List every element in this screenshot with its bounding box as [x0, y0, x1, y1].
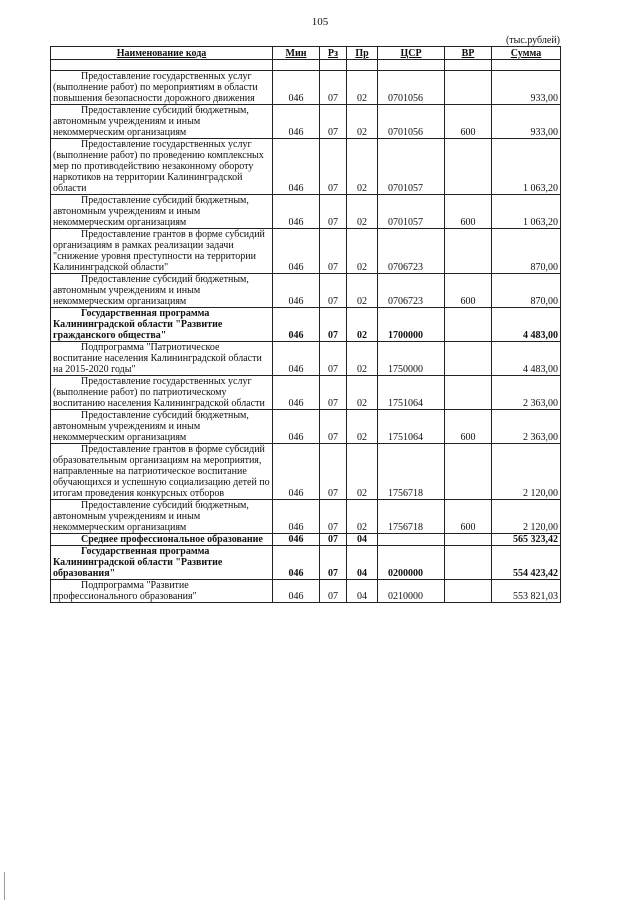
cell-sum: 2 120,00: [492, 444, 561, 500]
cell-min: 046: [273, 546, 320, 580]
cell-csr: [378, 534, 445, 546]
table-row: [51, 308, 561, 342]
cell-min: 046: [273, 500, 320, 534]
cell-pr: 02: [347, 444, 378, 500]
cell-name: [51, 376, 273, 410]
cell-vr: [445, 376, 492, 410]
cell-csr: 1756718: [378, 500, 445, 534]
table-row: [51, 229, 561, 274]
cell-csr: 0701057: [378, 195, 445, 229]
cell-vr: [445, 342, 492, 376]
cell-pr: 04: [347, 534, 378, 546]
cell-rz: 07: [320, 546, 347, 580]
cell-vr: [445, 534, 492, 546]
cell-name: [51, 308, 273, 342]
table-row: [51, 342, 561, 376]
cell-pr: 02: [347, 274, 378, 308]
cell-name-text: Подпрограмма "Патриотическое воспитание населения Калининградской области на 2015-2020 годы": [53, 342, 262, 375]
cell-name: [51, 71, 273, 105]
cell-pr: 02: [347, 71, 378, 105]
col-header-sum: Сумма: [492, 47, 561, 60]
cell-vr: [445, 444, 492, 500]
cell-vr: [445, 139, 492, 195]
cell-name-text: Предоставление государственных услуг (выполнение работ) по патриотическому воспитанию населения Калининградской области: [53, 376, 265, 409]
cell-sum: 4 483,00: [492, 308, 561, 342]
cell-sum: 933,00: [492, 105, 561, 139]
cell-rz: 07: [320, 580, 347, 603]
cell-min: 046: [273, 444, 320, 500]
cell-name-text: Государственная программа Калининградской области "Развитие образования": [53, 546, 223, 579]
header-spacer-row: [51, 60, 561, 71]
cell-sum: 2 120,00: [492, 500, 561, 534]
cell-min: 046: [273, 410, 320, 444]
table-row: [51, 546, 561, 580]
cell-csr: 1750000: [378, 342, 445, 376]
cell-name: [51, 546, 273, 580]
cell-rz: 07: [320, 500, 347, 534]
cell-sum: 1 063,20: [492, 139, 561, 195]
cell-name: [51, 105, 273, 139]
cell-name: [51, 580, 273, 603]
cell-min: 046: [273, 229, 320, 274]
cell-name-text: Предоставление государственных услуг (выполнение работ) по проведению комплексных мер по противодействию незаконному обороту наркотиков на территории Калининградской области: [53, 139, 264, 194]
col-header-pr: Пр: [347, 47, 378, 60]
cell-min: 046: [273, 195, 320, 229]
cell-vr: 600: [445, 500, 492, 534]
cell-name: [51, 534, 273, 546]
col-header-min: Мин: [273, 47, 320, 60]
cell-rz: 07: [320, 534, 347, 546]
cell-name: [51, 229, 273, 274]
cell-pr: 02: [347, 500, 378, 534]
cell-name-text: Предоставление субсидий бюджетным, автономным учреждениям и иным некоммерческим организациям: [53, 500, 249, 533]
cell-min: 046: [273, 105, 320, 139]
cell-name: [51, 444, 273, 500]
cell-rz: 07: [320, 105, 347, 139]
cell-rz: 07: [320, 195, 347, 229]
cell-min: 046: [273, 274, 320, 308]
cell-name-text: Среднее профессиональное образование: [81, 534, 263, 545]
cell-vr: 600: [445, 195, 492, 229]
unit-note: (тыс.рублей): [505, 35, 560, 46]
cell-min: 046: [273, 376, 320, 410]
table-row: [51, 376, 561, 410]
cell-name-text: Государственная программа Калининградской области "Развитие гражданского общества": [53, 308, 223, 341]
cell-pr: 02: [347, 376, 378, 410]
table-body: [51, 71, 561, 603]
cell-csr: 0701056: [378, 71, 445, 105]
cell-csr: 0701056: [378, 105, 445, 139]
cell-sum: 554 423,42: [492, 546, 561, 580]
table-row: [51, 410, 561, 444]
table-row: [51, 274, 561, 308]
cell-name-text: Предоставление государственных услуг (выполнение работ) по мероприятиям в области повышения безопасности дорожного движения: [53, 71, 258, 104]
cell-rz: 07: [320, 376, 347, 410]
cell-pr: 02: [347, 139, 378, 195]
cell-csr: 1756718: [378, 444, 445, 500]
cell-name-text: Предоставление субсидий бюджетным, автономным учреждениям и иным некоммерческим организациям: [53, 195, 249, 228]
budget-table: [50, 46, 561, 603]
cell-sum: 2 363,00: [492, 376, 561, 410]
cell-name: [51, 139, 273, 195]
cell-pr: 02: [347, 410, 378, 444]
cell-name-text: Предоставление грантов в форме субсидий образовательным организациям на мероприятия, направленные на патриотическое воспитание обучающихся и успешную социализацию детей по итогам проведения конкурсных отборов: [53, 444, 270, 499]
cell-name: [51, 342, 273, 376]
cell-rz: 07: [320, 444, 347, 500]
cell-sum: 553 821,03: [492, 580, 561, 603]
cell-min: 046: [273, 534, 320, 546]
cell-name: [51, 500, 273, 534]
cell-rz: 07: [320, 229, 347, 274]
cell-csr: 0701057: [378, 139, 445, 195]
cell-rz: 07: [320, 308, 347, 342]
cell-name-text: Предоставление грантов в форме субсидий организациям в рамках реализации задачи "снижение уровня преступности на территории Калининградской области": [53, 229, 265, 273]
cell-pr: 02: [347, 105, 378, 139]
cell-sum: 4 483,00: [492, 342, 561, 376]
cell-vr: [445, 71, 492, 105]
cell-sum: 870,00: [492, 274, 561, 308]
table-row: [51, 105, 561, 139]
cell-vr: 600: [445, 410, 492, 444]
cell-vr: 600: [445, 105, 492, 139]
cell-csr: 1751064: [378, 376, 445, 410]
cell-csr: 0210000: [378, 580, 445, 603]
cell-csr: 0706723: [378, 274, 445, 308]
cell-min: 046: [273, 71, 320, 105]
cell-sum: 933,00: [492, 71, 561, 105]
col-header-vr: ВР: [445, 47, 492, 60]
cell-min: 046: [273, 342, 320, 376]
table-row: [51, 444, 561, 500]
cell-pr: 02: [347, 342, 378, 376]
cell-rz: 07: [320, 342, 347, 376]
cell-vr: 600: [445, 274, 492, 308]
cell-csr: 0200000: [378, 546, 445, 580]
table-row: [51, 500, 561, 534]
cell-rz: 07: [320, 274, 347, 308]
col-header-csr: ЦСР: [378, 47, 445, 60]
cell-pr: 02: [347, 308, 378, 342]
table-row: [51, 71, 561, 105]
table-row: [51, 139, 561, 195]
margin-mark: [4, 872, 5, 900]
table-row: [51, 195, 561, 229]
cell-csr: 1700000: [378, 308, 445, 342]
cell-pr: 04: [347, 580, 378, 603]
cell-name: [51, 274, 273, 308]
col-header-name: Наименование кода: [51, 47, 273, 60]
cell-rz: 07: [320, 139, 347, 195]
cell-name-text: Подпрограмма "Развитие профессионального образования": [53, 580, 197, 602]
cell-min: 046: [273, 580, 320, 603]
cell-rz: 07: [320, 71, 347, 105]
cell-name-text: Предоставление субсидий бюджетным, автономным учреждениям и иным некоммерческим организациям: [53, 274, 249, 307]
cell-sum: 2 363,00: [492, 410, 561, 444]
cell-name: [51, 195, 273, 229]
page-number: 105: [311, 16, 329, 28]
cell-sum: 565 323,42: [492, 534, 561, 546]
col-header-rz: Рз: [320, 47, 347, 60]
cell-rz: 07: [320, 410, 347, 444]
table-row: [51, 534, 561, 546]
cell-sum: 1 063,20: [492, 195, 561, 229]
cell-name-text: Предоставление субсидий бюджетным, автономным учреждениям и иным некоммерческим организациям: [53, 105, 249, 138]
cell-vr: [445, 546, 492, 580]
table-row: [51, 580, 561, 603]
cell-min: 046: [273, 308, 320, 342]
cell-csr: 1751064: [378, 410, 445, 444]
cell-name-text: Предоставление субсидий бюджетным, автономным учреждениям и иным некоммерческим организациям: [53, 410, 249, 443]
cell-min: 046: [273, 139, 320, 195]
cell-pr: 02: [347, 229, 378, 274]
cell-pr: 02: [347, 195, 378, 229]
cell-name: [51, 410, 273, 444]
cell-vr: [445, 229, 492, 274]
cell-csr: 0706723: [378, 229, 445, 274]
cell-vr: [445, 308, 492, 342]
cell-vr: [445, 580, 492, 603]
table-header-row: [51, 47, 561, 60]
cell-sum: 870,00: [492, 229, 561, 274]
cell-pr: 04: [347, 546, 378, 580]
